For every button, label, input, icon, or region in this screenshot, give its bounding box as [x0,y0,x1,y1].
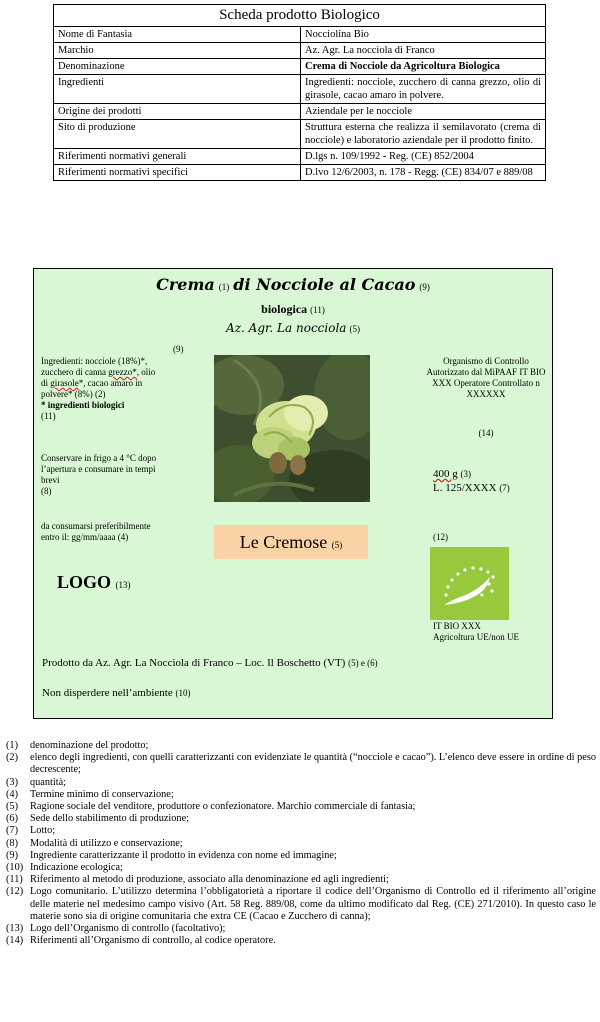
footnote-number: (1) [6,740,19,751]
note-ref: (5) [349,324,360,334]
eu-caption [433,621,519,643]
note-ref: (9) [419,282,430,292]
note-ref: (1) [218,282,230,292]
expiry-date: da consumarsi preferibilmente entro il: gg/mm/aaaa (4) [41,521,151,542]
list-item [6,801,596,813]
lot-number: L. 125/XXXX [433,482,497,494]
bio-line [34,302,552,317]
product-sheet-table [53,4,546,181]
control-code: IT BIO XXX [433,621,481,631]
table-row [54,120,546,149]
list-item [6,862,596,874]
note-ref: (5) e (6) [348,658,378,668]
row-value: D.lgs n. 109/1992 - Reg. (CE) 852/2004 [301,149,546,165]
ingredients-text: , olio di [41,367,156,388]
note-ref: (3) [460,469,471,479]
footnote-text: Riferimento al metodo di produzione, associato alla denominazione ed agli ingredienti; [30,874,389,886]
producer-address-text: Prodotto da Az. Agr. La Nocciola di Franco – Loc. Il Boschetto (VT) [42,657,346,669]
ingredients-text: grezzo* [108,367,137,377]
hazelnut-image [214,355,370,502]
table-title: Scheda prodotto Biologico [54,5,546,27]
table-row [54,104,546,120]
list-item [6,813,596,825]
note-ref: (8) [41,486,52,496]
producer-text: Az. Agr. La nocciola [226,321,347,335]
title-rest: di Nocciole al Cacao [233,275,416,294]
storage-instructions [41,453,161,497]
ingredients-text: girasole [50,378,79,388]
label-title [34,275,552,295]
logo-text: LOGO [57,572,112,592]
row-key: Riferimenti normativi specifici [54,165,301,181]
eco-text: Non disperdere nell’ambiente [42,687,173,699]
list-item [6,923,596,935]
brand-name: Le Cremose [239,532,328,552]
origin-text: Agricoltura UE/non UE [433,632,519,642]
footnote-text: elenco degli ingredienti, con quelli caratterizzanti con evidenziate le quantità (“nocciole e cacao”). L’elenco deve essere in ordine di peso decrescente; [30,752,596,776]
footnote-number: (3) [6,776,19,788]
list-item [6,740,596,752]
row-value: Aziendale per le nocciole [301,104,546,120]
footnote-text: Ingrediente caratterizzante il prodotto in evidenza con nome ed immagine; [30,849,337,861]
bio-text: biologica [261,302,308,316]
row-value: Crema di Nocciole da Agricoltura Biologica [301,59,546,75]
row-key: Riferimenti normativi generali [54,149,301,165]
footnote-number: (2) [6,752,19,764]
footnote-number: (6) [6,813,19,825]
ingredients-text: Ingredienti: nocciole (18%)*, zucchero di canna [41,356,148,377]
list-item [6,874,596,886]
footnote-number: (13) [6,923,24,935]
list-item [6,789,596,801]
bio-ingredients-note: * ingredienti biologici [41,400,125,410]
net-weight: 400 g [433,468,458,480]
producer-line [34,321,552,336]
note-ref: (7) [499,483,510,493]
footnote-text: Termine minimo di conservazione; [30,788,174,800]
footnote-number: (5) [6,801,19,813]
table-row [54,43,546,59]
row-key: Denominazione [54,59,301,75]
row-key: Marchio [54,43,301,59]
storage-text: Conservare in frigo a 4 °C dopo l’apertura e consumare in tempi brevi [41,453,157,485]
control-body-info: Organismo di Controllo Autorizzato dal MiPAAF IT BIO XXX Operatore Controllato n XXXXXX [426,356,546,399]
row-value: Nocciolina Bio [301,27,546,43]
footnote-text: Logo comunitario. L’utilizzo determina l’obbligatorietà a riportare il codice dell’Organismo di Controllo ed il riferimento all’origine delle materie nel medesimo campo visivo (Art. 58 Reg. 889/08, come da ultimo modificato dal Reg. (CE) 271/2010). In questo caso le materie sono sia di origine comunitaria che extra CE (Cacao e Zucchero di canna); [30,886,596,922]
table-row [54,27,546,43]
producer-address [42,657,378,669]
eu-organic-logo [430,547,509,620]
footnote-number: (7) [6,825,19,837]
footnote-number: (10) [6,862,24,874]
row-value: D.lvo 12/6/2003, n. 178 - Regg. (CE) 834/07 e 889/08 [301,165,546,181]
list-item [6,886,596,923]
table-row [54,59,546,75]
footnote-number: (8) [6,837,19,849]
row-value: Ingredienti: nocciole, zucchero di canna grezzo, olio di girasole, cacao amaro in polvere. [301,75,546,104]
footnote-number: (12) [6,886,24,898]
footnote-number: (9) [6,849,19,861]
brand-box [214,525,368,559]
row-key: Sito di produzione [54,120,301,149]
eu-leaf-icon [430,547,509,620]
row-value: Struttura esterna che realizza il semilavorato (crema di nocciole) e laboratorio aziendale per il prodotto finito. [301,120,546,149]
table-title-row [54,5,546,27]
weight-lot [433,467,510,495]
list-item [6,777,596,789]
list-item [6,752,596,776]
footnote-text: Sede dello stabilimento di produzione; [30,813,189,825]
table-row [54,75,546,104]
list-item [6,838,596,850]
footnote-text: Lotto; [30,825,56,837]
hazelnut-photo [214,355,370,502]
logo-placeholder [57,572,131,593]
title-script: Crema [156,275,215,294]
note-ref: (5) [331,540,343,550]
footnote-number: (4) [6,788,19,800]
note-ref: (14) [478,428,494,438]
footnotes-list [6,740,596,947]
note-ref: (11) [310,305,325,315]
list-item [6,935,596,947]
footnote-text: quantità; [30,776,67,788]
footnote-text: Riferimenti all’Organismo di controllo, al codice operatore. [30,935,276,947]
footnote-text: Modalità di utilizzo e conservazione; [30,837,183,849]
note-ref: (13) [115,580,131,590]
row-key: Ingredienti [54,75,301,104]
label-ingredients [41,356,161,422]
footnote-text: Indicazione ecologica; [30,862,123,874]
table-row [54,165,546,181]
row-key: Origine dei prodotti [54,104,301,120]
footnote-text: Logo dell’Organismo di controllo (facoltativo); [30,923,226,935]
note-ref: (11) [41,411,56,421]
row-key: Nome di Fantasia [54,27,301,43]
ingredients-text: *, cacao amaro in polvere* (8%) (2) [41,378,143,399]
product-label [33,268,553,719]
list-item [6,825,596,837]
footnote-text: denominazione del prodotto; [30,740,149,751]
note-ref: (10) [175,688,191,698]
note-ref: (9) [173,344,184,354]
row-value: Az. Agr. La nocciola di Franco [301,43,546,59]
eco-notice [42,687,190,699]
table-row [54,149,546,165]
note-ref: (12) [433,532,448,542]
footnote-number: (14) [6,935,24,947]
footnote-text: Ragione sociale del venditore, produttore o confezionatore. Marchio commerciale di fantasia; [30,801,416,813]
list-item [6,850,596,862]
footnote-number: (11) [6,874,23,886]
